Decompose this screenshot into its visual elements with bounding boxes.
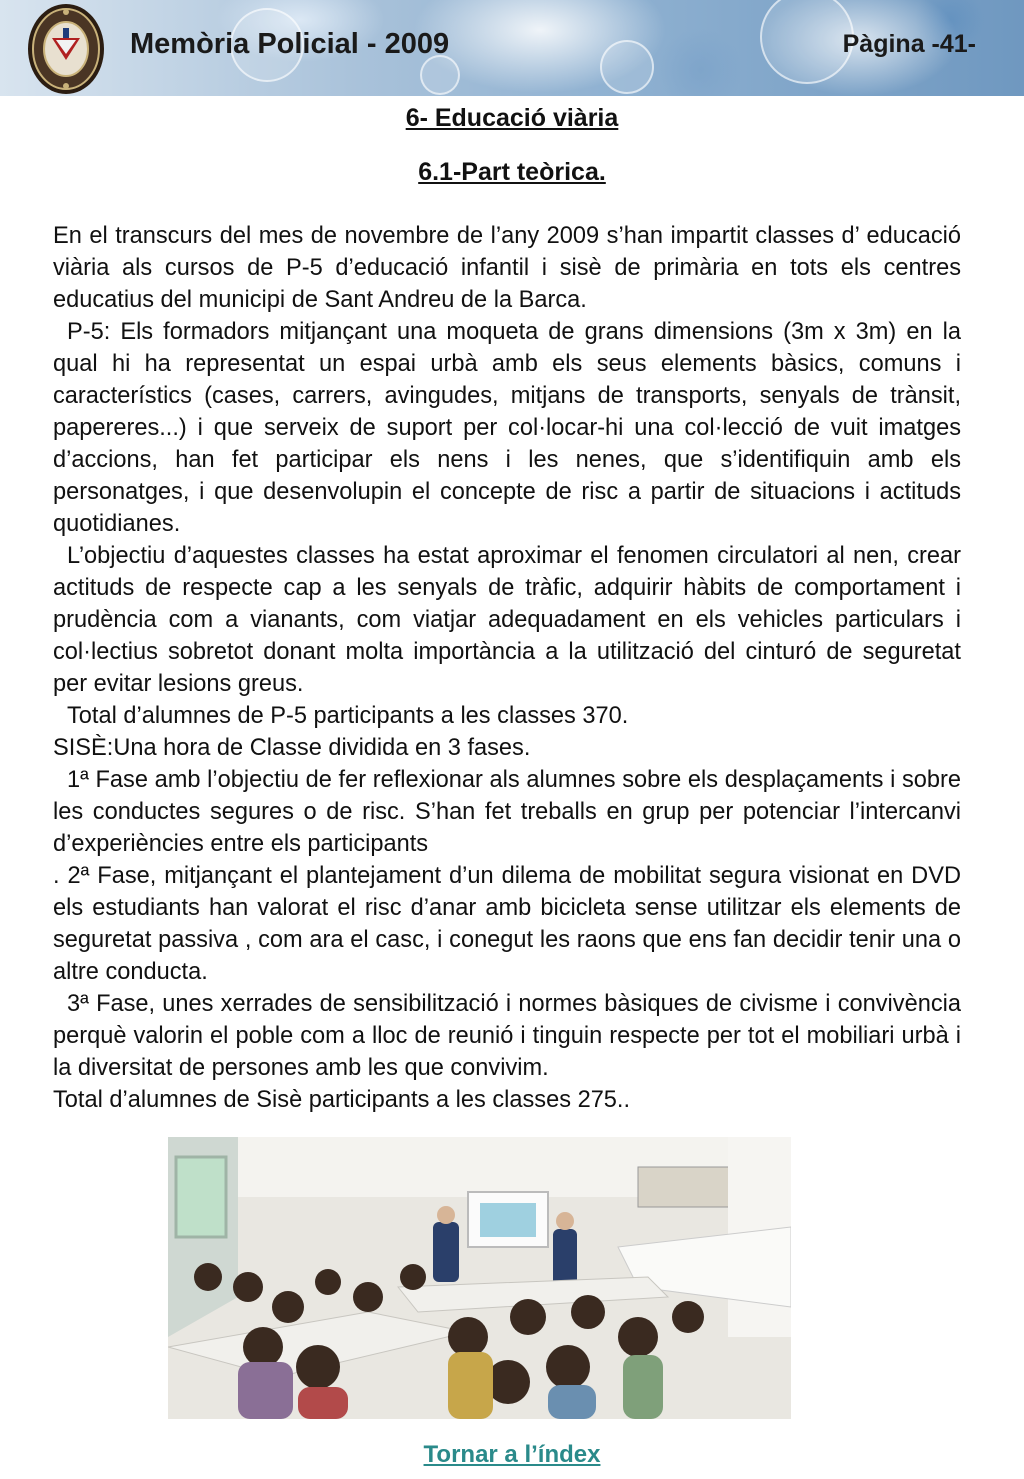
- paragraph: 3ª Fase, unes xerrades de sensibilització i normes bàsiques de civisme i convivència perquè valorin el poble com a lloc de reunió i tinguin respecte per tot el mobiliari urbà i la diversitat de persones amb les que convivim.: [53, 991, 961, 1081]
- section-title: 6- Educació viària: [405, 104, 619, 132]
- classroom-photo: [168, 1137, 791, 1419]
- decorative-bubble: [600, 40, 654, 94]
- page-header: [0, 0, 1024, 96]
- paragraph: . 2ª Fase, mitjançant el plantejament d’un dilema de mobilitat segura visionat en DVD els estudiants han valorat el risc d’anar amb bicicleta sense utilitzar els elements de seguretat passiva , com ara el casc, i conegut les raons que ens fan decidir tenir una o altre conducta.: [53, 863, 961, 985]
- section-subtitle: 6.1-Part teòrica.: [418, 158, 606, 186]
- paragraph: L’objectiu d’aquestes classes ha estat aproximar el fenomen circulatori al nen, crear actituds de respecte cap a les senyals de tràfic, adquirir hàbits de comportament i prudència com a vianants, com viatjar adequadament en els vehicles particulars i col·lectius sobretot donant molta importància a la utilització del cinturó de seguretat per evitar lesions greus.: [53, 543, 961, 697]
- body-text: [53, 220, 961, 1116]
- back-to-index-link[interactable]: Tornar a l’índex: [423, 1441, 601, 1468]
- paragraph: SISÈ:Una hora de Classe dividida en 3 fases.: [53, 735, 531, 761]
- police-badge-icon: [26, 2, 106, 96]
- paragraph: En el transcurs del mes de novembre de l’any 2009 s’han impartit classes d’ educació viària als cursos de P-5 d’educació infantil i sisè de primària en tots els centres educatius del municipi de Sant Andreu de la Barca.: [53, 223, 961, 313]
- decorative-bubble: [420, 55, 460, 95]
- classroom-illustration: [168, 1137, 791, 1419]
- paragraph: Total d’alumnes de P-5 participants a les classes 370.: [67, 703, 629, 729]
- paragraph: Total d’alumnes de Sisè participants a les classes 275..: [53, 1087, 631, 1113]
- document-title: Memòria Policial - 2009: [130, 28, 450, 60]
- decorative-bubble: [760, 0, 854, 84]
- paragraph: P-5: Els formadors mitjançant una moqueta de grans dimensions (3m x 3m) en la qual hi ha representat un espai urbà amb els seus elements bàsics, comuns i característics (cases, carrers, avingudes, mitjans de transports, senyals de trànsit, papereres...) i que serveix de suport per col·locar-hi una col·lecció de vuit imatges d’accions, han fet participar els nens i les nenes, que s’identifiquin amb els personatges, i que desenvolupin el concepte de risc a partir de situacions i actituds quotidianes.: [53, 319, 961, 537]
- paragraph: 1ª Fase amb l’objectiu de fer reflexionar als alumnes sobre els desplaçaments i sobre les conductes segures o de risc. S’han fet treballs en grup per potenciar l’intercanvi d’experiències entre els participants: [53, 767, 961, 857]
- page-number: Pàgina -41-: [842, 30, 976, 58]
